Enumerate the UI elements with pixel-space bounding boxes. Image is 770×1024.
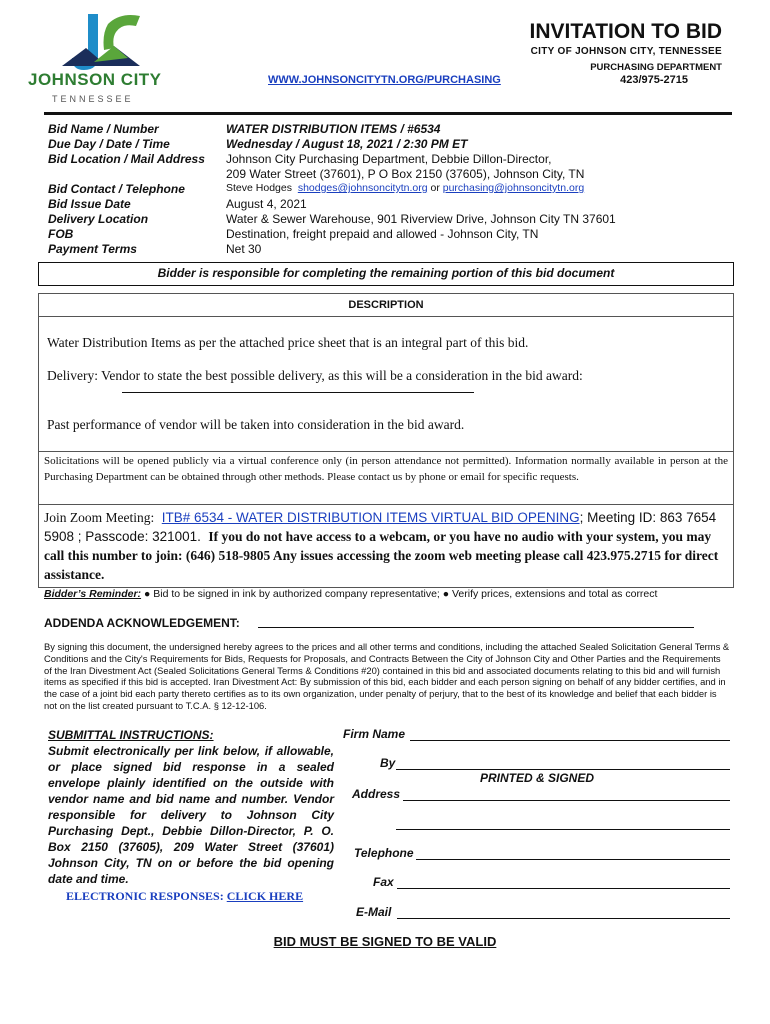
location-value-2: 209 Water Street (37601), P O Box 2150 (37605), Johnson City, TN [226, 167, 585, 181]
page-title: INVITATION TO BID [529, 20, 722, 43]
responsible-notice: Bidder is responsible for completing the remaining portion of this bid document [157, 266, 615, 280]
delivery-answer-line[interactable] [122, 392, 474, 393]
email-field[interactable] [397, 918, 730, 919]
city-name: CITY OF JOHNSON CITY, TENNESSEE [530, 46, 722, 57]
description-line-3: Past performance of vendor will be taken into consideration in the bid award. [47, 417, 465, 432]
telephone-label: Telephone [354, 846, 414, 860]
firm-name-label: Firm Name [343, 727, 406, 741]
zoom-info [44, 508, 730, 584]
fax-field[interactable] [397, 888, 730, 889]
printed-signed-label: PRINTED & SIGNED [480, 771, 595, 785]
submittal-text: Submit electronically per link below, if allowable, or place signed bid response in a sealed envelope plainly identified on the outside with vendor name and bid name and number. Vendor responsible for delivery to Johnson City Purchasing Dept., Debbie Dillon-Director, P. O. Box 2150 (37605), 209 Water Street (37601) Johnson City, TN on or before the bid opening date and time. [48, 744, 334, 886]
contact-email-1-link[interactable]: shodges@johnsoncitytn.org [297, 182, 428, 194]
reminder-label: Bidder’s Reminder: [44, 588, 142, 600]
zoom-phone-info: If you do not have access to a webcam, or you have no audio with your system, you may call this number to join: (646) 518-9805 Any issues accessing the zoom web meeting please call 423.975.2715 for direct assistance. [44, 529, 719, 582]
contact-value [226, 182, 584, 194]
delivery-value: Water & Sewer Warehouse, 901 Riverview Drive, Johnson City TN 37601 [226, 212, 616, 226]
address-label: Address [352, 787, 401, 801]
header-divider [44, 112, 732, 115]
zoom-meeting-id: ; Meeting ID: 863 7654 5908 ; Passcode: 321001. [44, 510, 717, 544]
zoom-prefix: Join Zoom Meeting: [44, 510, 155, 525]
payment-value: Net 30 [226, 242, 262, 256]
legal-text: By signing this document, the undersigned hereby agrees to the prices and all other terms and conditions, including the attached Sealed Solicitation General Terms & Conditions and the City's Requirements for Bids, Requests for Proposals, and Contracts Between the City of Johnson City and Other Parties and the Requirements of the Iran Divestment Act (Sealed Solicitations General Terms & Conditions #20) contained in this bid and associated documents relating to this bid and will furnish items as specified if this bid is accepted. Iran Divestment Act: By submission of this bid, each bidder and each person signing on behalf of any bidder certifies, and in the case of a joint bid each party thereto certifies as to its own organization, under penalty of perjury, that to the best of its knowledge and belief that each bidder is not on the list created pursuant to T.C.A. § 12-12-106. [44, 641, 730, 711]
bid-name-value: WATER DISTRIBUTION ITEMS / #6534 [226, 122, 441, 136]
label-delivery: Delivery Location [48, 212, 149, 226]
issue-date-value: August 4, 2021 [226, 197, 307, 211]
johnson-city-logo-icon [48, 6, 178, 106]
by-label: By [380, 756, 396, 770]
logo-name: JOHNSON CITY [28, 70, 162, 89]
fax-label: Fax [373, 875, 394, 889]
due-value: Wednesday / August 18, 2021 / 2:30 PM ET [226, 137, 468, 151]
bidder-reminder [44, 588, 657, 600]
solicitations-text: Solicitations will be opened publicly via a virtual conference only (in person attendance not permitted). Information normally available in person at the Purchasing Department can be obtained through other methods. Please contact us by phone or email for specific requests. [44, 455, 728, 483]
electronic-label: ELECTRONIC RESPONSES: [66, 889, 224, 903]
label-bid-name: Bid Name / Number [48, 122, 159, 136]
label-location: Bid Location / Mail Address [48, 152, 205, 166]
email-label: E-Mail [356, 905, 392, 919]
submittal-instructions [48, 727, 334, 887]
label-contact: Bid Contact / Telephone [48, 182, 185, 196]
firm-name-field[interactable] [410, 740, 730, 741]
department-phone: 423/975-2715 [620, 74, 688, 86]
purchasing-url-link[interactable]: WWW.JOHNSONCITYTN.ORG/PURCHASING [268, 74, 501, 86]
department-name: PURCHASING DEPARTMENT [590, 62, 722, 73]
logo-state: TENNESSEE [52, 94, 134, 104]
addenda-line[interactable] [258, 627, 694, 628]
telephone-field[interactable] [416, 859, 730, 860]
location-value-1: Johnson City Purchasing Department, Debbie Dillon-Director, [226, 152, 552, 166]
contact-or: or [430, 182, 440, 194]
label-payment: Payment Terms [48, 242, 137, 256]
label-fob: FOB [48, 227, 74, 241]
zoom-meeting-link[interactable]: ITB# 6534 - WATER DISTRIBUTION ITEMS VIRTUAL BID OPENING [161, 510, 580, 525]
contact-email-2-link[interactable]: purchasing@johnsoncitytn.org [442, 182, 585, 194]
description-heading: DESCRIPTION [38, 293, 734, 317]
electronic-click-here-link[interactable]: CLICK HERE [226, 889, 304, 903]
contact-name: Steve Hodges [226, 182, 292, 194]
address-field-2[interactable] [396, 829, 730, 830]
label-due: Due Day / Date / Time [48, 137, 170, 151]
description-line-2: Delivery: Vendor to state the best possible delivery, as this will be a consideration in the bid award: [47, 368, 583, 383]
fob-value: Destination, freight prepaid and allowed - Johnson City, TN [226, 227, 539, 241]
submittal-heading: SUBMITTAL INSTRUCTIONS: [48, 728, 214, 742]
electronic-responses [66, 889, 303, 904]
bid-signed-notice: BID MUST BE SIGNED TO BE VALID [273, 934, 497, 949]
by-field[interactable] [396, 769, 730, 770]
reminder-text: ● Bid to be signed in ink by authorized company representative; ● Verify prices, extensions and total as correct [143, 588, 658, 600]
description-line-1: Water Distribution Items as per the attached price sheet that is an integral part of this bid. [47, 335, 529, 350]
label-issue-date: Bid Issue Date [48, 197, 131, 211]
address-field-1[interactable] [403, 800, 730, 801]
addenda-label: ADDENDA ACKNOWLEDGEMENT: [44, 616, 240, 630]
